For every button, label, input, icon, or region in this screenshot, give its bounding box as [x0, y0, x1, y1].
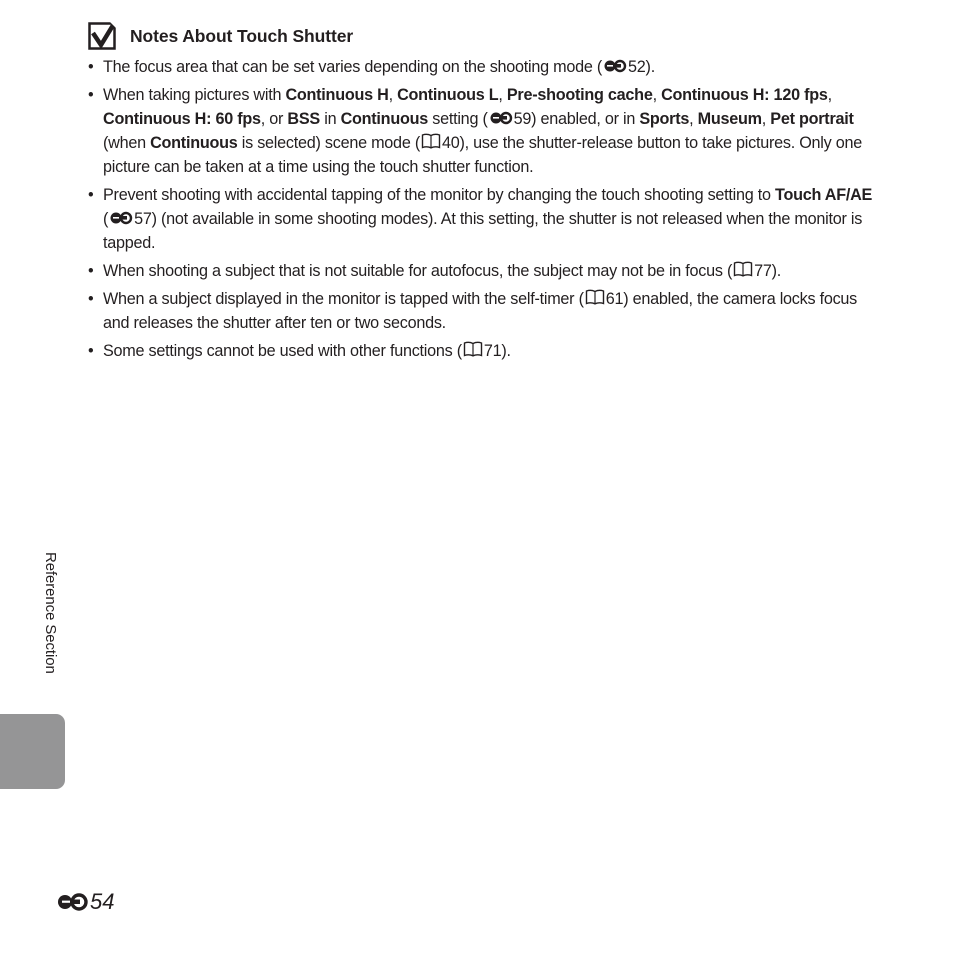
setting-name: Pet portrait — [770, 110, 854, 128]
note-item — [88, 55, 878, 79]
reference-icon — [603, 59, 627, 73]
note-item — [88, 287, 878, 335]
note-item — [88, 183, 878, 255]
note-text: , — [388, 86, 398, 104]
note-text: , — [689, 110, 698, 128]
setting-name: Pre-shooting cache — [506, 86, 653, 104]
setting-name: Continuous — [340, 110, 428, 128]
setting-name: Sports — [639, 110, 690, 128]
reference-icon — [489, 111, 513, 125]
check-mark-icon — [88, 22, 116, 50]
note-text: When a subject displayed in the monitor is tapped with the self-timer ( — [103, 290, 584, 308]
book-icon — [421, 133, 441, 149]
note-text: Some settings cannot be used with other functions ( — [103, 342, 462, 360]
note-text: , — [652, 86, 662, 104]
note-text: 71). — [483, 342, 511, 360]
setting-name: Continuous H: 120 fps — [661, 86, 828, 104]
book-icon — [585, 289, 605, 305]
note-text: , — [761, 110, 771, 128]
setting-name: Continuous — [150, 134, 238, 152]
note-title: Notes About Touch Shutter — [130, 25, 354, 46]
note-text: 57) (not available in some shooting modes). At this setting, the shutter is not released when the monitor is tapped. — [103, 210, 863, 252]
book-icon — [463, 341, 483, 357]
note-text: , — [827, 86, 832, 104]
page-number-text: 54 — [90, 889, 115, 914]
note-text: setting ( — [428, 110, 488, 128]
setting-name: Continuous L — [397, 86, 499, 104]
note-text: in — [319, 110, 341, 128]
note-text: 40), use the shutter-release button to take pictures. Only one picture can be taken at a time using the touch shutter function. — [103, 134, 862, 176]
setting-name: Museum — [697, 110, 762, 128]
note-text: 59) enabled, or in — [513, 110, 640, 128]
note-text: , or — [260, 110, 288, 128]
setting-name: Touch AF/AE — [775, 186, 873, 204]
reference-section-icon — [55, 892, 89, 912]
note-text: ( — [103, 210, 109, 228]
note-text: is selected) scene mode ( — [237, 134, 420, 152]
note-text: , — [498, 86, 507, 104]
page-number — [55, 889, 114, 915]
book-icon — [733, 261, 753, 277]
note-item — [88, 83, 878, 179]
section-tab — [0, 714, 65, 789]
note-text: 77). — [754, 262, 782, 280]
note-header — [88, 22, 353, 50]
reference-icon — [109, 211, 133, 225]
note-text: When shooting a subject that is not suitable for autofocus, the subject may not be in focus ( — [103, 262, 733, 280]
notes-list — [88, 55, 878, 367]
note-text: The focus area that can be set varies depending on the shooting mode ( — [103, 58, 603, 76]
setting-name: Continuous H: 60 fps — [103, 110, 261, 128]
note-text: (when — [103, 134, 151, 152]
setting-name: BSS — [287, 110, 320, 128]
setting-name: Continuous H — [285, 86, 389, 104]
note-item — [88, 339, 878, 363]
note-text: 52). — [628, 58, 655, 76]
section-label: Reference Section — [42, 552, 59, 674]
note-text: When taking pictures with — [103, 86, 286, 104]
note-text: 61) enabled, the camera locks focus and releases the shutter after ten or two seconds. — [103, 290, 858, 332]
note-text: Prevent shooting with accidental tapping of the monitor by changing the touch shooting setting to — [103, 186, 776, 204]
note-item — [88, 259, 878, 283]
